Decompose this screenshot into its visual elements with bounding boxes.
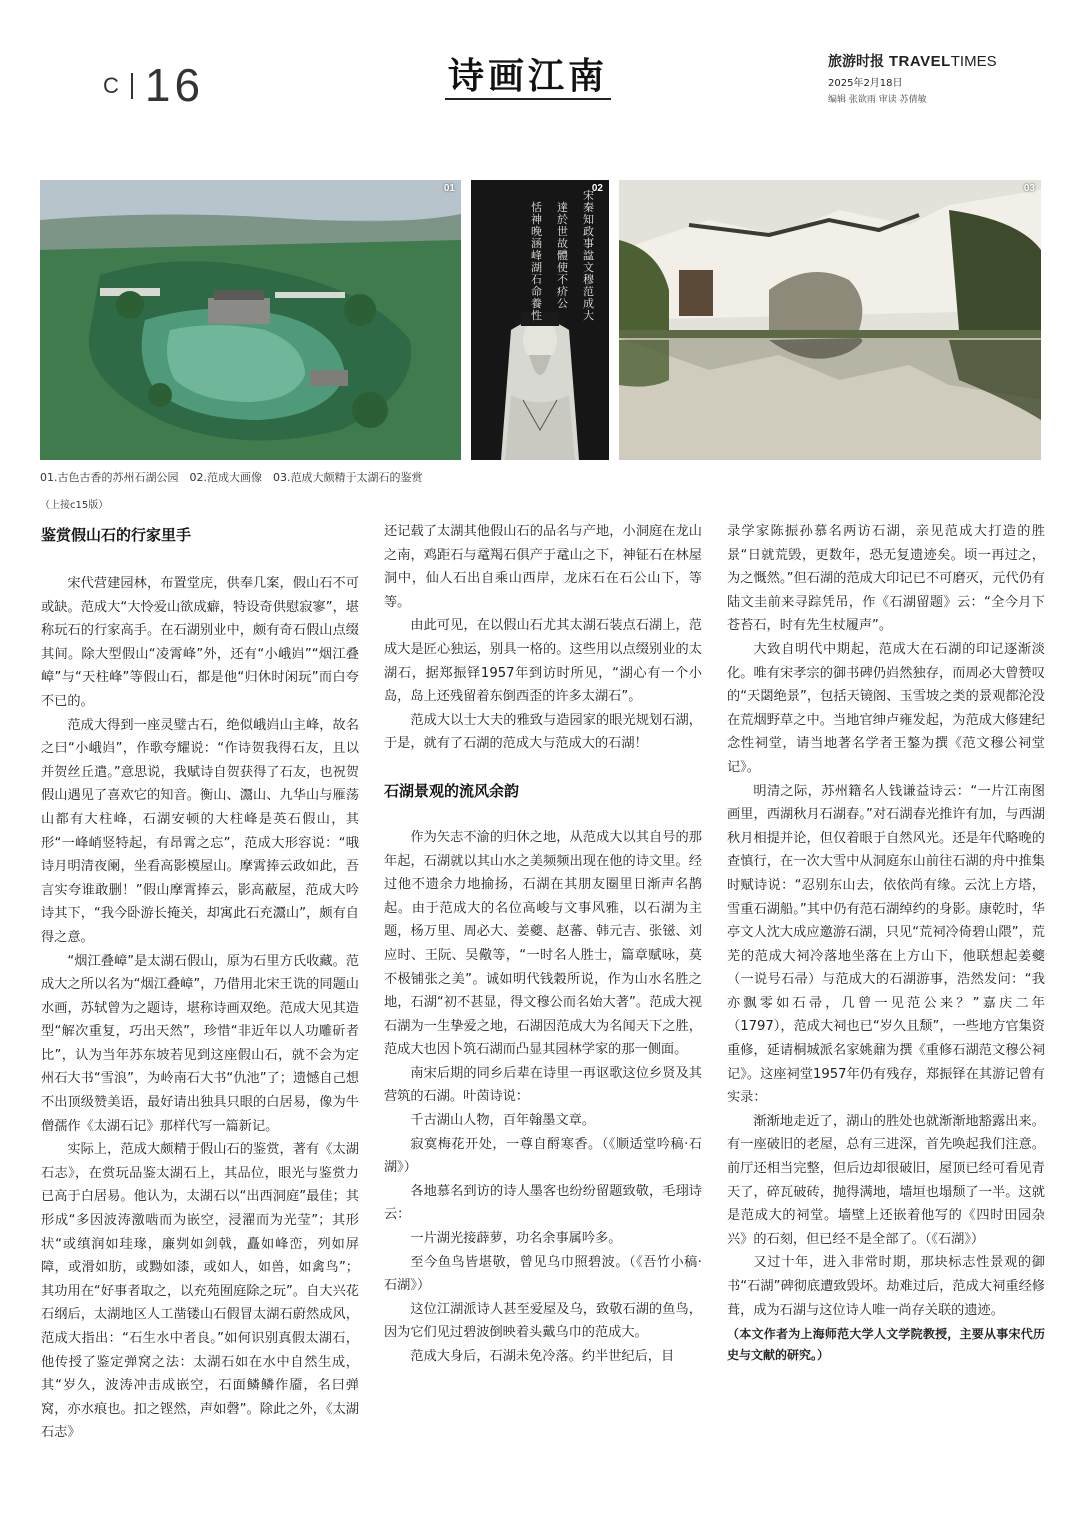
photo-fan-chengda-portrait [471, 180, 609, 460]
section-divider [131, 73, 133, 99]
section-page-label [103, 58, 204, 112]
paper-name-cn: 旅游时报 [828, 54, 884, 70]
aerial-park-illustration [40, 180, 461, 460]
quoted-paragraph: 渐渐地走近了，湖山的胜处也就渐渐地豁露出来。有一座破旧的老屋，总有三进深，首先唤起我们注意。前厅还相当完整，但后边却很破旧，屋顶已经可看见青天了，碎瓦破砖，抛得满地，墙垣也塌颓了一半。这就是范成大的祠堂。墙壁上还嵌着他写的《四时田园杂兴》的石刻，但已经不是全部了。（《石湖》） [727, 1113, 1045, 1247]
issue-date: 2025年2月18日 [828, 78, 903, 89]
author-note: （本文作者为上海师范大学人文学院教授，主要从事宋代历史与文献的研究。） [727, 1327, 1045, 1363]
paragraph: 作为矢志不渝的归休之地，从范成大以其自号的那年起，石湖就以其山水之美频频出现在他的诗文里。经过他不遗余力地揄扬，石湖在其朋友圈里日渐声名鹊起。由于范成大的名位高峻与文事风雅，以石湖为主题，杨万里、周必大、姜夔、赵蕃、韩元吉、张镃、刘应时、王阮、吴儆等，“一时名人胜士，篇章赋咏，莫不极铺张之美”。诚如明代钱穀所说，作为山水名胜之地，石湖“初不甚显，得文穆公而名始大著”。范成大视石湖为一生挚爱之地，石湖因范成大为名闻天下之胜，范成大也因卜筑石湖而凸显其园林学家的那一侧面。 [384, 829, 702, 1058]
page-title: 诗画江南 [447, 56, 608, 97]
article-column-3 [727, 520, 1045, 1366]
section-heading: 石湖景观的流风余韵 [384, 781, 520, 800]
paragraph: 由此可见，在以假山石尤其太湖石装点石湖上，范成大是匠心独运，别具一格的。这些用以点缀别业的太湖石，据郑振铎1957年到访时所见，“湖心有一个小岛，岛上还残留着东倒西歪的许多太湖石”。 [384, 618, 702, 705]
paragraph: 这位江湖派诗人甚至爱屋及乌，致敬石湖的鱼鸟，因为它们见过碧波倒映着头戴乌巾的范成大。 [384, 1301, 702, 1341]
photo-number: 01 [443, 183, 455, 194]
section-letter: C [103, 73, 121, 98]
calligraphy-col-1: 宋秦知政事諡文穆范成大 [583, 189, 594, 322]
title-underline [445, 98, 611, 100]
paragraph: 大致自明代中期起，范成大在石湖的印记逐渐淡化。唯有宋孝宗的御书碑仍岿然独存，而周必大曾赞叹的“天閟绝景”，包括天镜阁、玉雪坡之类的景观都沦没在荒烟野草之中。当地官绅卢雍发起，为范成大修建纪念性祠堂，请当地著名学者王鏊为撰《范文穆公祠堂记》。 [727, 641, 1045, 775]
article-column-2 [384, 520, 702, 1369]
paper-name-en-light: TIMES [950, 53, 997, 70]
photo-garden-taihu-rocks [619, 180, 1041, 460]
calligraphy-col-3: 恬神晚涵峰湖石命養性 [531, 201, 542, 322]
masthead [828, 51, 1028, 105]
paragraph: 录学家陈振孙慕名两访石湖，亲见范成大打造的胜景“日就荒毁，更数年，恐无复遗迹矣。顷一再过之，为之慨然。”但石湖的范成大印记已不可磨灭，元代仍有陆文圭前来寻踪凭吊，作《石湖留题》云：“全今月下苍苔石，时有先生杖履声”。 [727, 524, 1045, 634]
paragraph: 各地慕名到访的诗人墨客也纷纷留题致敬，毛珝诗云： [384, 1183, 702, 1223]
paragraph: 明清之际，苏州籍名人钱谦益诗云：“一片江南图画里，西湖秋月石湖春。”对石湖春光推许有加，与西湖秋月相提并论，但仅着眼于自然风光。还是年代略晚的查慎行，在一次大雪中从洞庭东山前往石湖的舟中推集时赋诗说：“忍别东山去，依依尚有缘。云沈上方塔，雪重石湖船。”其中仍有范石湖绰约的身影。康乾时，华亭文人沈大成应邀游石湖，只见“荒祠冷倚碧山隈”，荒芜的范成大祠冷落地坐落在上方山下，他联想起姜夔（一说号石帚）与范成大的石湖游事，浩然发问：“我亦飘零如石帚，几曾一见范公来？”嘉庆二年（1797），范成大祠也已“岁久且颓”，一些地方官集资重修，延请桐城派名家姚鼐为撰《重修石湖范文穆公祠记》。这座祠堂1957年仍有残存，郑振铎在其游记曾有实录： [727, 783, 1045, 1106]
verse-line: 寂寞梅花开处，一尊自酹寒香。（《顺适堂吟稿·石湖》） [384, 1136, 702, 1176]
paragraph: 范成大得到一座灵璧古石，绝似峨岿山主峰，故名之曰“小峨岿”，作歌夸耀说：“作诗贺我得石友，且以并贺丝丘遣。”意思说，我赋诗自贺获得了石友，也祝贺假山遇见了喜欢它的知音。衡山、灊山、九华山与雁荡山都有大柱峰，石湖安顿的大柱峰是英石假山，其形“一峰峭竖特起，有昂霄之忘”，范成大形容说：“哦诗月明清夜阑，坐看高影模屋山。摩霄捧云政如此，吾言实夸谁敢删！”假山摩霄捧云，影高蔽屋，范成大吟诗其下，“我今卧游长掩关，却寓此石充灊山”，颇有自得之意。 [41, 717, 359, 945]
paper-name [828, 51, 1028, 71]
calligraphy-col-2: 達於世故體使不疥公 [557, 201, 568, 310]
continued-note: （上接c15版） [40, 500, 109, 511]
section-heading: 鉴赏假山石的行家里手 [41, 526, 192, 544]
paper-name-en-bold: TRAVEL [888, 53, 951, 70]
paragraph: 宋代营建园林，布置堂庑，供奉几案，假山石不可或缺。范成大“大怜爱山欲成癖，特设奇供慰寂寥”，堪称玩石的行家高手。在石湖别业中，颇有奇石假山点缀其间。除大型假山“凌霄峰”外，还有“小峨岿”“烟江叠嶂”与“天柱峰”等假山石，都是他“归休时闲玩”而白夸不已的。 [41, 576, 359, 709]
garden-reflection-illustration [619, 180, 1041, 460]
verse-line: 千古湖山人物，百年翰墨文章。 [410, 1113, 596, 1129]
photo-number: 03 [1023, 183, 1035, 194]
paragraph: 还记载了太湖其他假山石的品名与产地，小洞庭在龙山之南，鸡距石与鼋羯石俱产于鼋山之下，神钲石在林屋洞中，仙人石出自乘山西岸，龙床石在石公山下，等等。 [384, 524, 702, 610]
paragraph: 又过十年，进入非常时期，那块标志性景观的御书“石湖”碑彻底遭致毁坏。劫难过后，范成大祠重经修葺，成为石湖与这位诗人唯一尚存关联的遗迹。 [727, 1255, 1045, 1318]
paragraph: “烟江叠嶂”是太湖石假山，原为石里方氏收藏。范成大之所以名为“烟江叠嶂”，乃借用北宋王诜的同题山水画，苏轼曾为之题诗，堪称诗画双绝。范成大见其造型“解次重复，巧出天然”，珍惜“非近年以人功雕斫者比”，认为当年苏东坡若见到这座假山石，就不会为定州石大书“雪浪”，为岭南石大书“仇池”了；遗憾自己想不出顶级赞美语，最好请出独具只眼的白居易，像为牛僧孺作《太湖石记》那样代写一篇新记。 [41, 953, 359, 1134]
paragraph: 实际上，范成大颇精于假山石的鉴赏，著有《太湖石志》，在赏玩品鉴太湖石上，其品位，眼光与鉴赏力已高于白居易。他认为，太湖石以“出西洞庭”最佳；其形成“多因波涛激啮而为嵌空，浸濯而为光莹”；其形状“或缜润如珪瑑，廉刿如剑戟，矗如峰峦，列如屏障，或滑如肪，或黝如漆，或如人，如兽，如禽鸟”；其功用在“好事者取之，以充苑囿庭除之玩”。自大兴花石纲后，太湖地区人工凿镂山石假冒太湖石蔚然成风，范成大指出：“石生水中者良。”如何识别真假太湖石，他传授了鉴定弹窝之法：太湖石如在水中自然生成，其“岁久，波涛冲击成嵌空，石面鳞鳞作靥，名曰弹窝，亦水痕也。扣之铿然，声如磬”。除此之外，《太湖石志》 [41, 1142, 359, 1441]
article-column-1 [41, 520, 359, 1445]
editors-line: 编辑 张欲雨 审读 苏倩敏 [828, 95, 927, 105]
photo-stone-lake-park [40, 180, 461, 460]
page-number: 16 [144, 59, 205, 111]
verse-line: 至今鱼鸟皆堪敬，曾见乌巾照碧波。（《吾竹小稿·石湖》） [384, 1254, 702, 1294]
paragraph: 南宋后期的同乡后辈在诗里一再讴歌这位乡贤及其营筑的石湖。叶茵诗说： [384, 1065, 702, 1105]
photo-number: 02 [591, 183, 603, 194]
verse-line: 一片湖光接薜萝，功名余事属吟多。 [410, 1231, 622, 1247]
paragraph: 范成大以士大夫的雅致与造园家的眼光规划石湖，于是，就有了石湖的范成大与范成大的石湖！ [384, 712, 702, 752]
paragraph: 范成大身后，石湖未免冷落。约半世纪后，目 [410, 1349, 675, 1364]
photo-caption: 01.古色古香的苏州石湖公园 02.范成大画像 03.范成大颇精于太湖石的鉴赏 [40, 471, 423, 484]
